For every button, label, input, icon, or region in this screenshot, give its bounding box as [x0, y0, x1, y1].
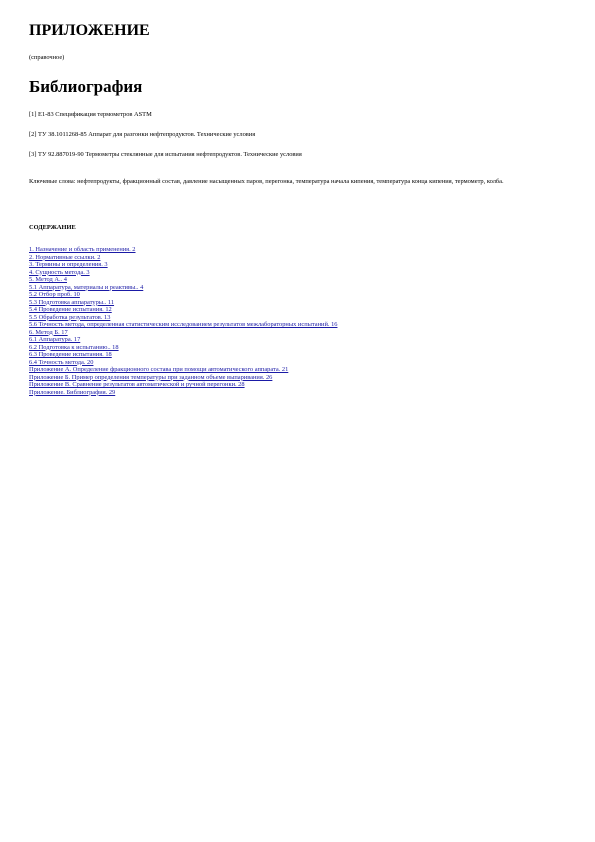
reference-item: [2] ТУ 38.1011268-85 Аппарат для разгонки нефтепродуктов. Технические условия [29, 131, 256, 138]
reference-item: [3] ТУ 92.887019-90 Термометры стеклянные для испытания нефтепродуктов. Технические условия [29, 151, 302, 158]
appendix-subheading: (справочное) [29, 54, 65, 61]
toc-link[interactable]: 6.4 Точность метода. 20 [29, 358, 94, 366]
toc-link[interactable]: Приложение В. Сравнение результатов автоматической и ручной перегонки. 28 [29, 381, 245, 388]
toc-link[interactable]: 5.4 Проведение испытания. 12 [29, 306, 112, 313]
keywords-paragraph: Ключевые слова: нефтепродукты, фракционный состав, давление насыщенных паров, перегонка, температура начала кипения, температура конца кипения, термометр, колба. [29, 178, 504, 185]
toc-list [29, 246, 569, 396]
toc-link[interactable]: 3. Термины и определения. 3 [29, 261, 108, 268]
toc-link[interactable]: Приложение А. Определение фракционного состава при помощи автоматического аппарата. 21 [29, 366, 289, 373]
toc-link[interactable]: 6. Метод Б. 17 [29, 328, 68, 336]
document-page [29, 22, 569, 396]
toc-link[interactable]: 6.3 Проведение испытания. 18 [29, 351, 112, 358]
toc-link[interactable]: 2. Нормативные ссылки. 2 [29, 253, 101, 261]
appendix-heading: ПРИЛОЖЕНИЕ [29, 22, 150, 39]
bibliography-title: Библиография [29, 77, 143, 96]
toc-title: СОДЕРЖАНИЕ [29, 224, 76, 231]
reference-list [29, 111, 569, 159]
toc-link[interactable]: 1. Назначение и область применения. 2 [29, 246, 136, 253]
toc-link[interactable]: 5.1 Аппаратура, материалы и реактивы.. 4 [29, 283, 144, 291]
toc-link[interactable]: 5.2 Отбор проб. 10 [29, 291, 80, 298]
toc-link[interactable]: 6.1 Аппаратура. 17 [29, 336, 81, 343]
toc-link[interactable]: Приложение Б. Пример определения температуры при заданном объеме выпаривания. 26 [29, 373, 273, 381]
toc-link[interactable]: 5.6 Точность метода, определенная статистическим исследованием результатов межлабораторных испытаний. 16 [29, 321, 338, 328]
reference-item: [1] E1-83 Спецификация термометров ASTM [29, 111, 152, 118]
toc-link[interactable]: 6.2 Подготовка к испытанию.. 18 [29, 343, 119, 351]
toc-link[interactable]: Приложение. Библиография. 29 [29, 388, 116, 396]
toc-link[interactable]: 5.3 Подготовка аппаратуры.. 11 [29, 298, 115, 306]
toc-link[interactable]: 5.5 Обработка результатов. 13 [29, 313, 111, 321]
toc-link[interactable]: 4. Сущность метода. 3 [29, 268, 90, 276]
toc-link[interactable]: 5. Метод А.. 4 [29, 276, 67, 283]
